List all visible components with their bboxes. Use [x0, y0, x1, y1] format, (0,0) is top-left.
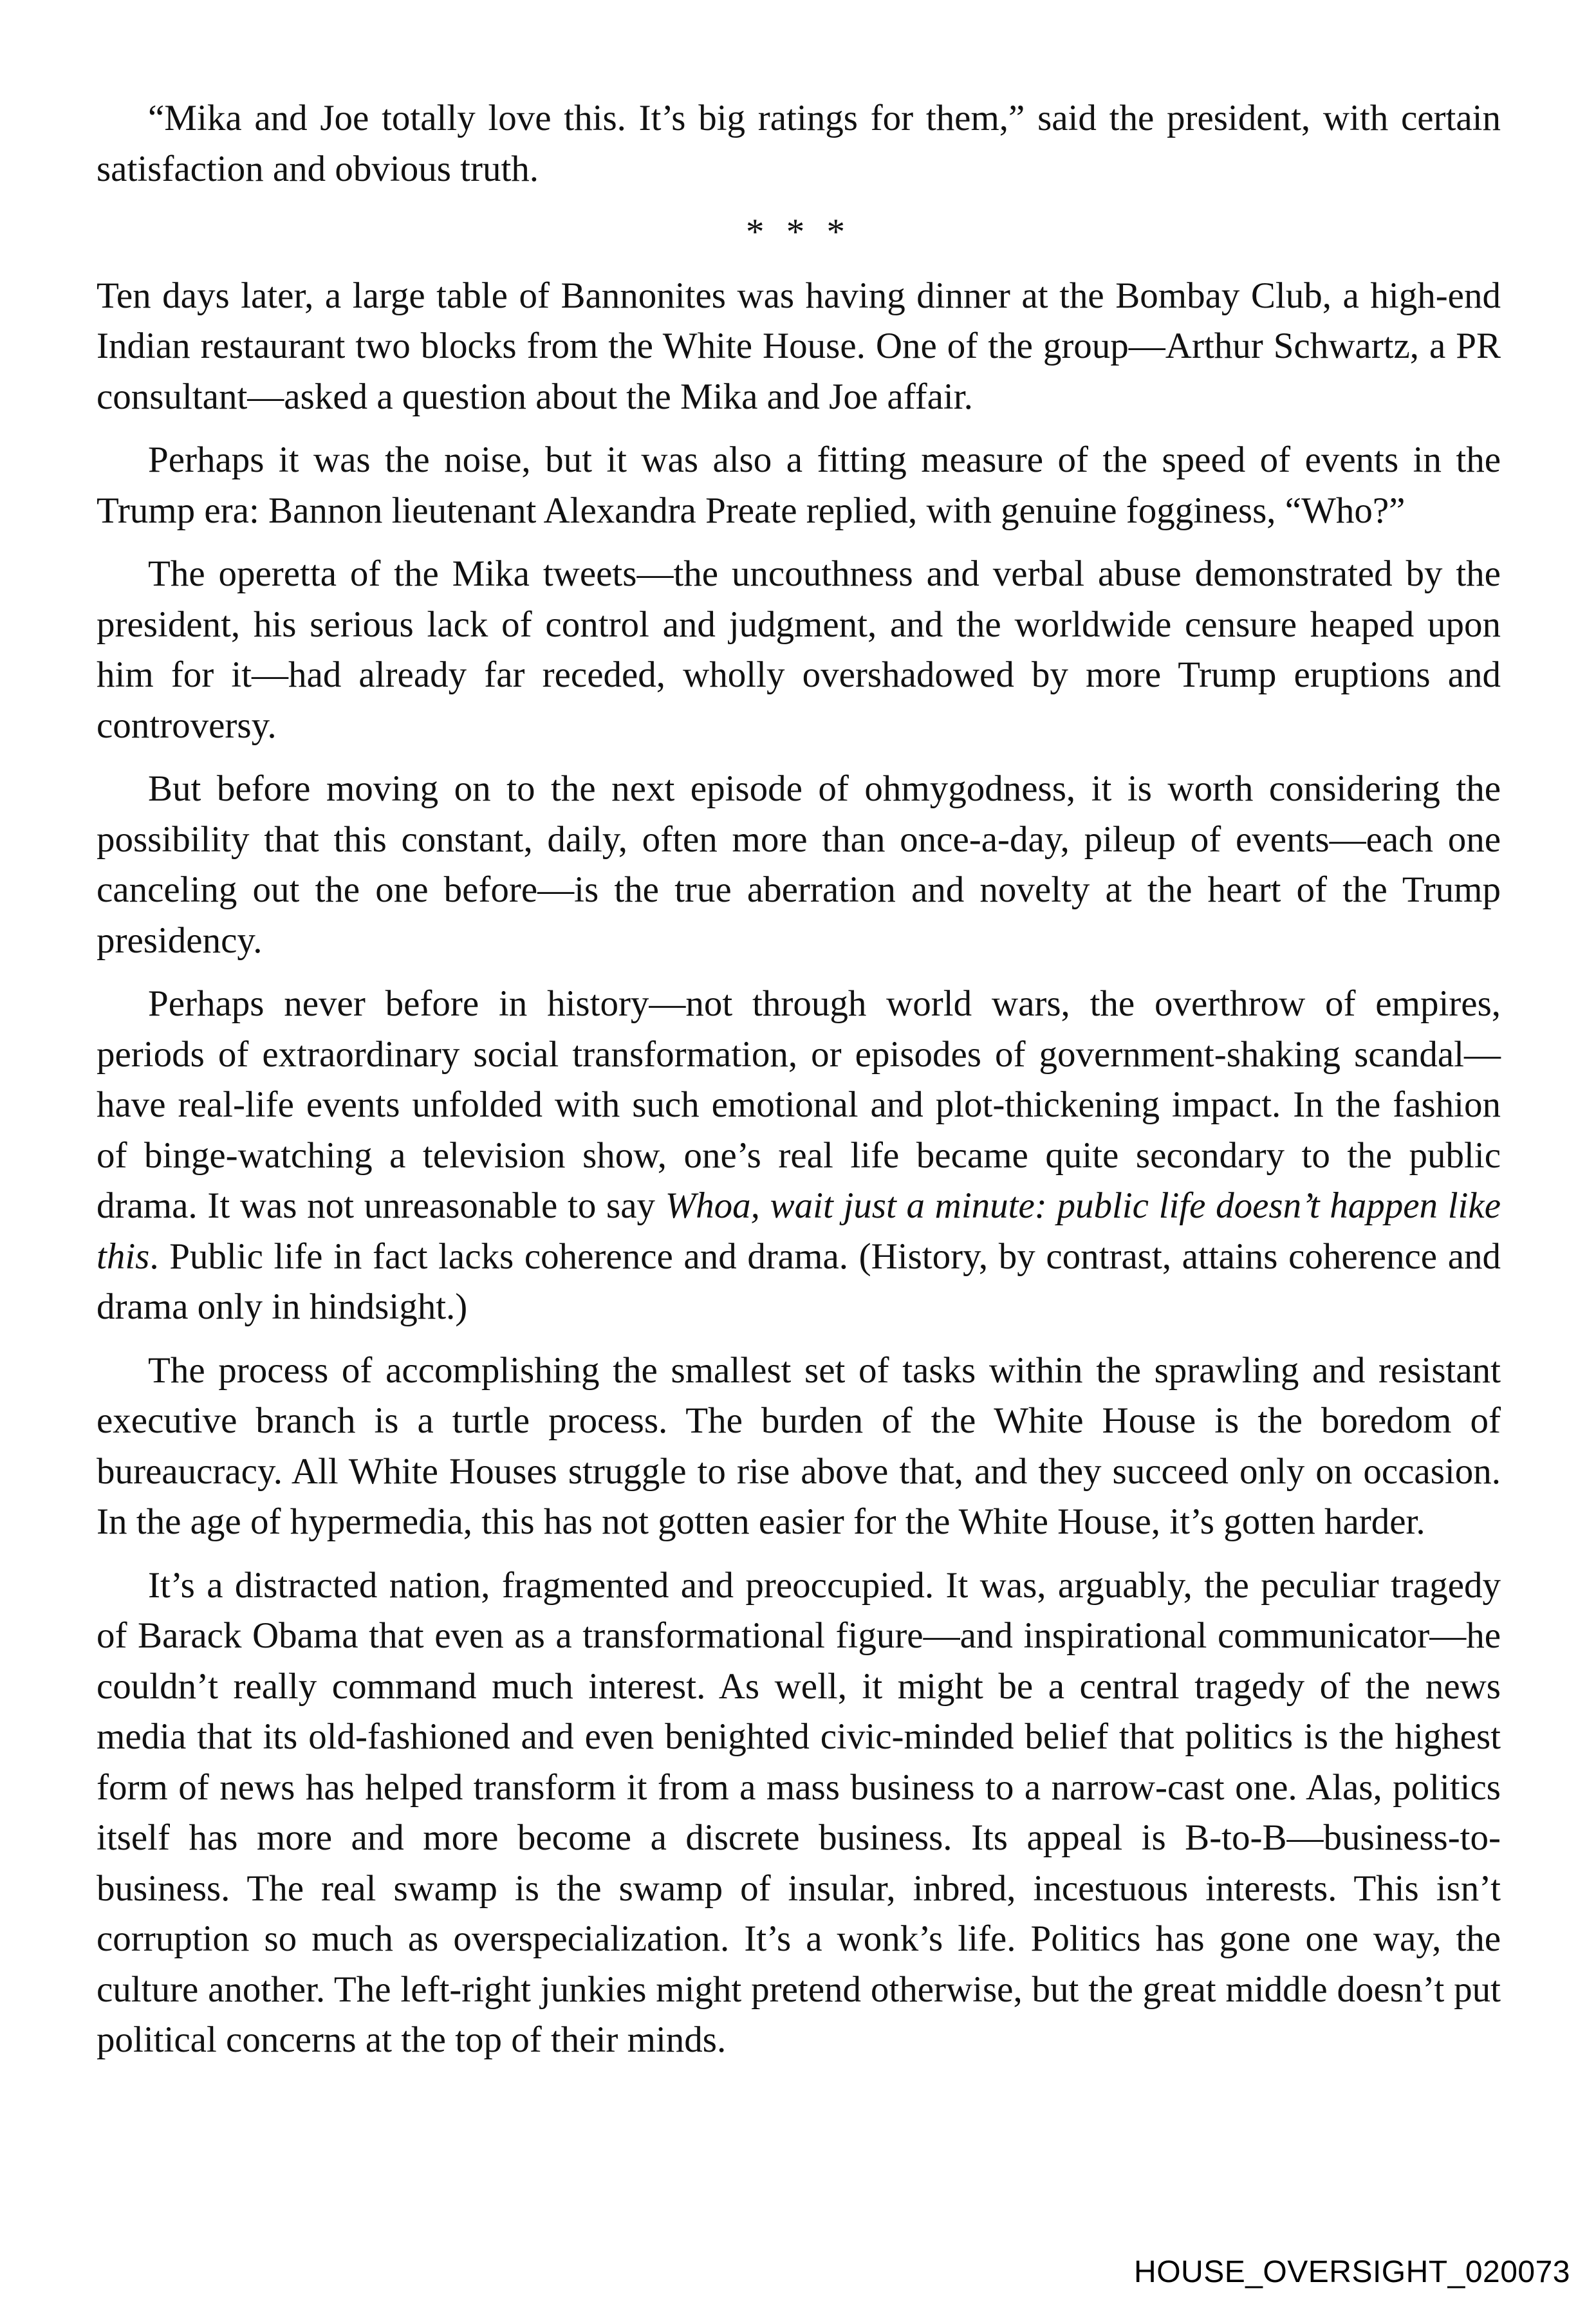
paragraph-ohmygodness: But before moving on to the next episode of ohmygodness, it is worth considering the possibility that this constant, daily, often more than once-a-day, pileup of events—each one canceling out the one before—is the true aberration and novelty at the heart of the Trump presidency. [97, 768, 1501, 961]
history-italic-phrase: Whoa, wait just a minute: public life doesn’t happen like this [97, 1185, 1501, 1277]
history-text-after: . Public life in fact lacks coherence and drama. (History, by contrast, attains coherence and drama only in hindsight.) [97, 1236, 1501, 1327]
paragraph-quote: “Mika and Joe totally love this. It’s big ratings for them,” said the president, with certain satisfaction and obvious truth. [97, 98, 1501, 189]
bates-stamp: HOUSE_OVERSIGHT_020073 [1134, 2255, 1570, 2289]
document-page [97, 93, 1501, 2066]
paragraph-operetta: The operetta of the Mika tweets—the uncouthness and verbal abuse demonstrated by the president, his serious lack of control and judgment, and the worldwide censure heaped upon him for it—had already far receded, wholly overshadowed by more Trump eruptions and controversy. [97, 553, 1501, 746]
paragraph-history [97, 979, 1501, 1333]
paragraph-bombay-club: Ten days later, a large table of Bannonites was having dinner at the Bombay Club, a high-end Indian restaurant two blocks from the White House. One of the group—Arthur Schwartz, a PR consultant—asked a question about the Mika and Joe affair. [97, 275, 1501, 417]
history-text-before: Perhaps never before in history—not through world wars, the overthrow of empires, periods of extraordinary social transformation, or episodes of government-shaking scandal—have real-life events unfolded with such emotional and plot-thickening impact. In the fashion of binge-watching a television show, one’s real life became quite secondary to the public drama. It was not unreasonable to say [97, 983, 1501, 1226]
paragraph-turtle-process: The process of accomplishing the smallest set of tasks within the sprawling and resistant executive branch is a turtle process. The burden of the White House is the boredom of bureaucracy. All White Houses struggle to rise above that, and they succeed only on occasion. In the age of hypermedia, this has not gotten easier for the White House, it’s gotten harder. [97, 1350, 1501, 1542]
paragraph-distracted-nation: It’s a distracted nation, fragmented and preoccupied. It was, arguably, the peculiar tragedy of Barack Obama that even as a transformational figure—and inspirational communicator—he couldn’t really command much interest. As well, it might be a central tragedy of the news media that its old-fashioned and even benighted civic-minded belief that politics is the highest form of news has helped transform it from a mass business to a narrow-cast one. Alas, politics itself has more and more become a discrete business. Its appeal is B-to-B—business-to-business. The real swamp is the swamp of insular, inbred, incestuous interests. This isn’t corruption so much as overspecialization. It’s a wonk’s life. Politics has gone one way, the culture another. The left-right junkies might pretend otherwise, but the great middle doesn’t put political concerns at the top of their minds. [97, 1564, 1501, 2060]
paragraph-who: Perhaps it was the noise, but it was also a fitting measure of the speed of events in the Trump era: Bannon lieutenant Alexandra Preate replied, with genuine fogginess, “Who?” [97, 440, 1501, 531]
section-break: * * * [746, 212, 851, 252]
